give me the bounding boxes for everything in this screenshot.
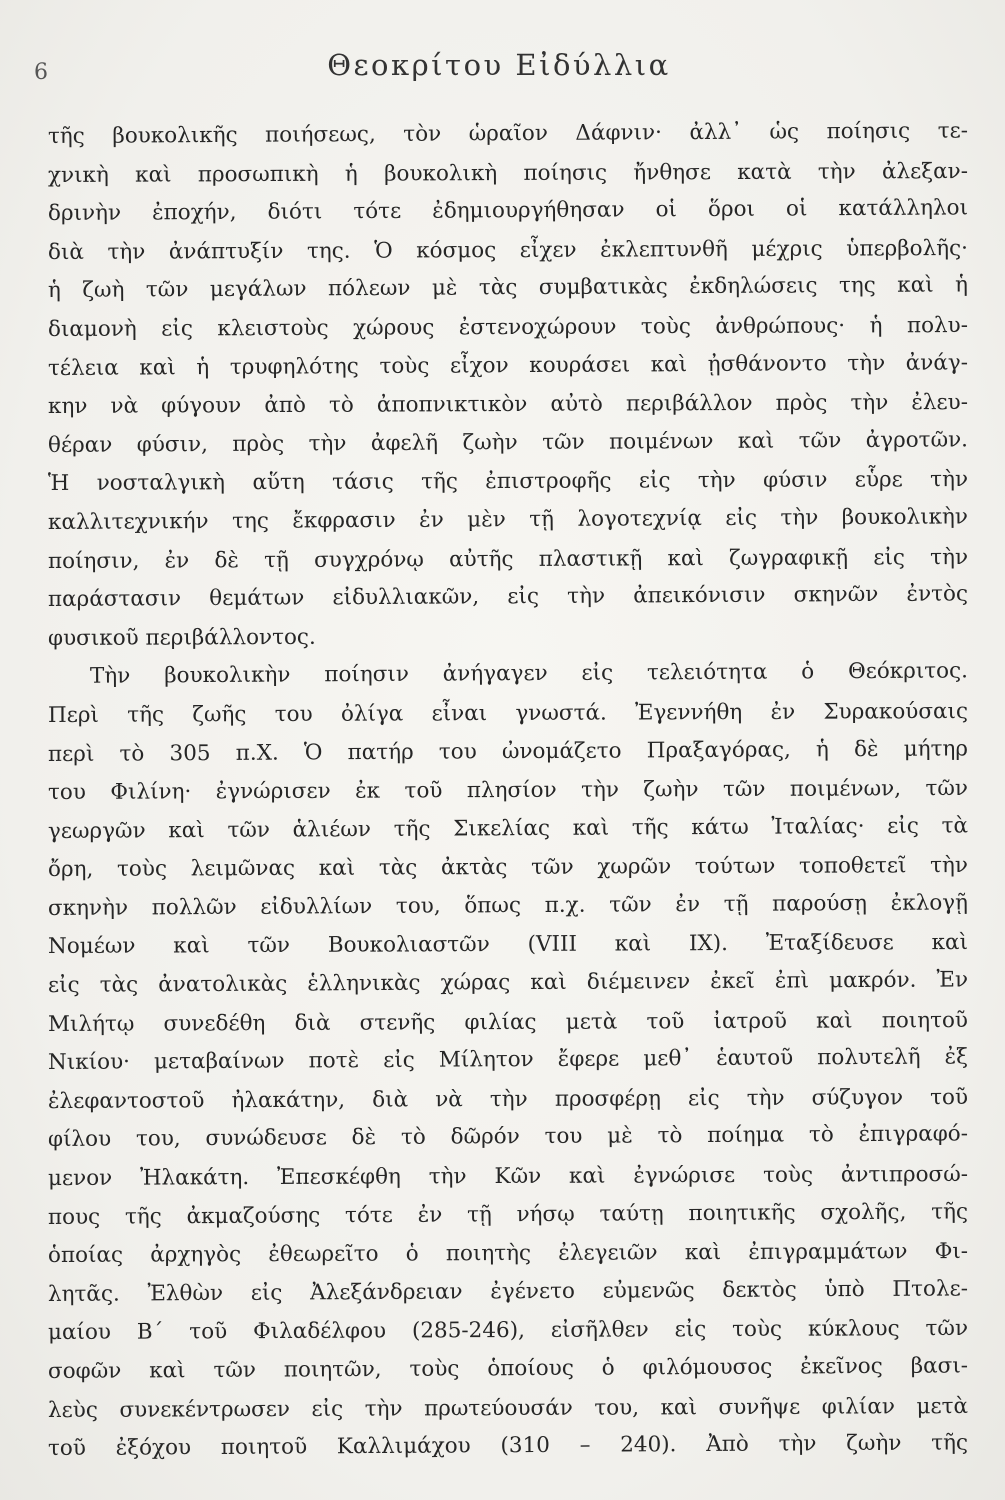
text-line: φίλου του, συνώδευσε δὲ τὸ δῶρόν του μὲ τὸ ποίημα τὸ ἐπιγραφό- bbox=[47, 1121, 969, 1153]
text-line: σκηνὴν πολλῶν εἰδυλλίων του, ὅπως π.χ. τῶν ἐν τῇ παρούσῃ ἐκλογῇ bbox=[47, 890, 969, 921]
body-text bbox=[48, 118, 968, 1469]
page-header bbox=[34, 44, 964, 92]
text-line: ποίησιν, ἐν δὲ τῇ συγχρόνῳ αὐτῆς πλαστικῇ καὶ ζωγραφικῇ εἰς τὴν bbox=[47, 544, 969, 574]
text-line: εἰς τὰς ἀνατολικὰς ἑλληνικὰς χώρας καὶ διέμεινεν ἐκεῖ ἐπὶ μακρόν. Ἐν bbox=[47, 967, 969, 999]
text-line: Νομέων καὶ τῶν Βουκολιαστῶν (VIII καὶ IX). Ἐταξίδευσε καὶ bbox=[47, 930, 969, 960]
text-line: γεωργῶν καὶ τῶν ἁλιέων τῆς Σικελίας καὶ τῆς κάτω Ἰταλίας· εἰς τὰ bbox=[47, 813, 969, 844]
page-number: 6 bbox=[34, 60, 48, 85]
text-line: ἡ ζωὴ τῶν μεγάλων πόλεων μὲ τὰς συμβατικὰς ἐκδηλώσεις της καὶ ἡ bbox=[47, 272, 969, 304]
text-line: πους τῆς ἀκμαζούσης τότε ἐν τῇ νήσῳ ταύτῃ ποιητικῆς σχολῆς, τῆς bbox=[47, 1199, 969, 1230]
text-line: τοῦ ἐξόχου ποιητοῦ Καλλιμάχου (310 – 240). Ἀπὸ τὴν ζωὴν τῆς bbox=[47, 1430, 969, 1462]
text-line: Νικίου· μεταβαίνων ποτὲ εἰς Μίλητον ἔφερε μεθ᾽ ἑαυτοῦ πολυτελῆ ἐξ bbox=[47, 1044, 969, 1076]
text-line: τέλεια καὶ ἡ τρυφηλότης τοὺς εἶχον κουράσει καὶ ᾐσθάνοντο τὴν ἀνάγ- bbox=[47, 349, 969, 381]
text-line: δρινὴν ἐποχήν, διότι τότε ἐδημιουργήθησαν οἱ ὅροι οἱ κατάλληλοι bbox=[47, 195, 969, 227]
text-line: περὶ τὸ 305 π.Χ. Ὁ πατήρ του ὠνομάζετο Πραξαγόρας, ἡ δὲ μήτηρ bbox=[47, 735, 969, 767]
running-title: Θεοκρίτου Εἰδύλλια bbox=[327, 48, 671, 82]
text-line: τῆς βουκολικῆς ποιήσεως, τὸν ὡραῖον Δάφνιν· ἀλλ᾽ ὡς ποίησις τε- bbox=[47, 118, 969, 149]
text-line: ὄρη, τοὺς λειμῶνας καὶ τὰς ἀκτὰς τῶν χωρῶν τούτων τοποθετεῖ τὴν bbox=[47, 853, 969, 883]
text-line: χνικὴ καὶ προσωπικὴ ἡ βουκολικὴ ποίησις ἤνθησε κατὰ τὴν ἀλεξαν- bbox=[47, 158, 969, 188]
text-line: Περὶ τῆς ζωῆς του ὀλίγα εἶναι γνωστά. Ἐγεννήθη ἐν Συρακούσαις bbox=[47, 698, 969, 728]
text-line: Ἡ νοσταλγικὴ αὕτη τάσις τῆς ἐπιστροφῆς εἰς τὴν φύσιν εὗρε τὴν bbox=[47, 467, 969, 497]
text-line: Μιλήτῳ συνεδέθη διὰ στενῆς φιλίας μετὰ τοῦ ἰατροῦ καὶ ποιητοῦ bbox=[47, 1007, 969, 1037]
paragraph-start-line: Τὴν βουκολικὴν ποίησιν ἀνήγαγεν εἰς τελειότητα ὁ Θεόκριτος. bbox=[89, 658, 969, 690]
text-line: σοφῶν καὶ τῶν ποιητῶν, τοὺς ὁποίους ὁ φιλόμουσος ἐκεῖνος βασι- bbox=[47, 1353, 969, 1384]
text-line: του Φιλίνη· ἐγνώρισεν ἐκ τοῦ πλησίον τὴν ζωὴν τῶν ποιμένων, τῶν bbox=[47, 776, 969, 806]
text-line: λεὺς συνεκέντρωσεν εἰς τὴν πρωτεύουσάν του, καὶ συνῆψε φιλίαν μετὰ bbox=[47, 1393, 969, 1423]
text-line: ἐλεφαντοστοῦ ἠλακάτην, διὰ νὰ τὴν προσφέρῃ εἰς τὴν σύζυγον τοῦ bbox=[47, 1084, 969, 1114]
text-line: μενον Ἠλακάτη. Ἐπεσκέφθη τὴν Κῶν καὶ ἐγνώρισε τοὺς ἀντιπροσώ- bbox=[47, 1162, 969, 1192]
text-line: λητᾶς. Ἐλθὼν εἰς Ἀλεξάνδρειαν ἐγένετο εὐμενῶς δεκτὸς ὑπὸ Πτολε- bbox=[47, 1276, 969, 1307]
text-line: διαμονὴ εἰς κλειστοὺς χώρους ἐστενοχώρουν τοὺς ἀνθρώπους· ἡ πολυ- bbox=[47, 312, 969, 342]
text-line: παράστασιν θεμάτων εἰδυλλιακῶν, εἰς τὴν ἀπεικόνισιν σκηνῶν ἐντὸς bbox=[47, 581, 969, 613]
text-line: καλλιτεχνικήν της ἔκφρασιν ἐν μὲν τῇ λογοτεχνίᾳ εἰς τὴν βουκολικὴν bbox=[47, 504, 969, 535]
text-line: διὰ τὴν ἀνάπτυξίν της. Ὁ κόσμος εἶχεν ἐκλεπτυνθῆ μέχρις ὑπερβολῆς· bbox=[47, 235, 969, 265]
text-line: μαίου Β΄ τοῦ Φιλαδέλφου (285-246), εἰσῆλθεν εἰς τοὺς κύκλους τῶν bbox=[47, 1316, 969, 1346]
text-line: κην νὰ φύγουν ἀπὸ τὸ ἀποπνικτικὸν αὐτὸ περιβάλλον πρὸς τὴν ἐλευ- bbox=[47, 390, 969, 420]
paragraph-end-line: φυσικοῦ περιβάλλοντος. bbox=[47, 624, 316, 651]
text-line: θέραν φύσιν, πρὸς τὴν ἀφελῆ ζωὴν τῶν ποιμένων καὶ τῶν ἀγροτῶν. bbox=[47, 427, 969, 458]
text-line: ὁποίας ἀρχηγὸς ἐθεωρεῖτο ὁ ποιητὴς ἐλεγειῶν καὶ ἐπιγραμμάτων Φι- bbox=[47, 1239, 969, 1269]
